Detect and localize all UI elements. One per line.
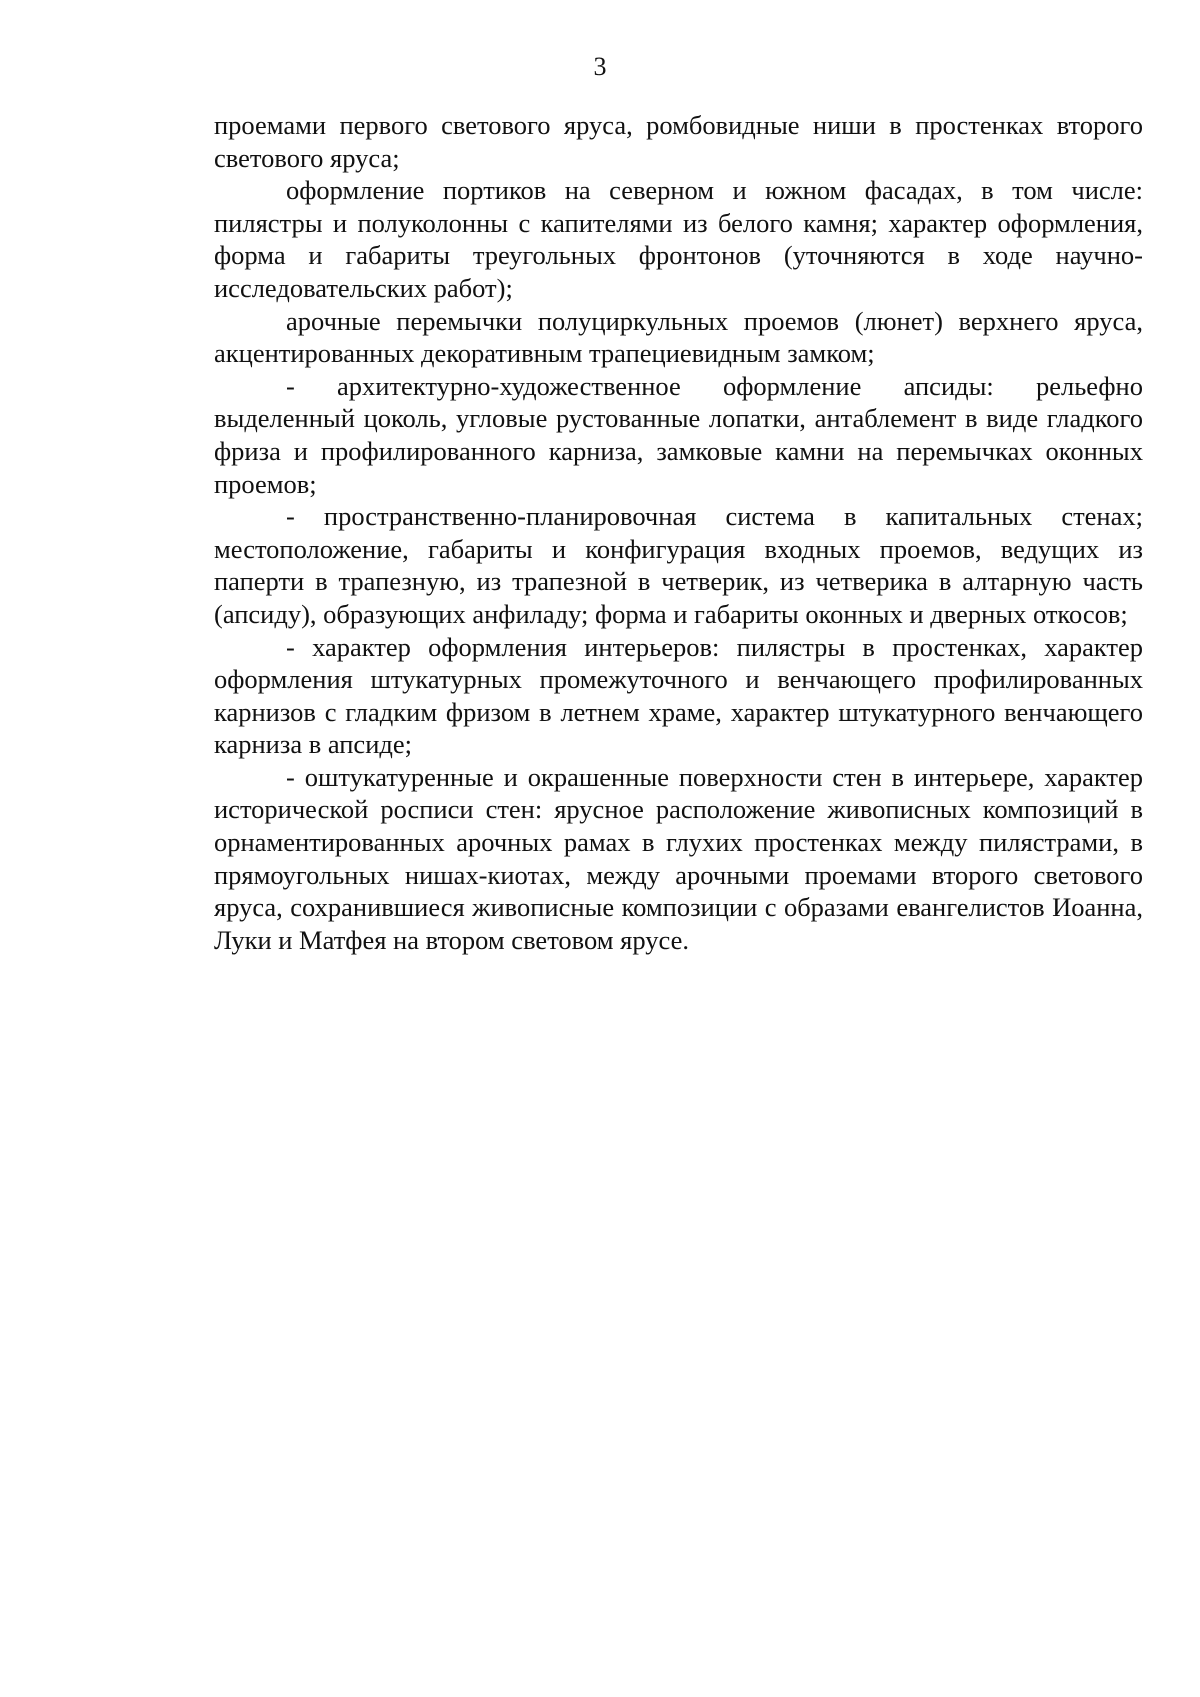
page-number: 3 bbox=[593, 52, 607, 81]
paragraph-2: оформление портиков на северном и южном фасадах, в том числе: пилястры и полуколонны с капителями из белого камня; характер оформления, форма и габариты треугольных фронтонов (уточняются в ходе научно-исследовательских работ); bbox=[214, 175, 1143, 303]
paragraph-6: - характер оформления интерьеров: пилястры в простенках, характер оформления штукатурных промежуточного и венчающего профилированных карнизов с гладким фризом в летнем храме, характер штукатурного венчающего карниза в апсиде; bbox=[214, 631, 1143, 760]
paragraph-4: - архитектурно-художественное оформление апсиды: рельефно выделенный цоколь, угловые рустованные лопатки, антаблемент в виде гладкого фриза и профилированного карниза, замковые камни на перемычках оконных проемов; bbox=[214, 370, 1143, 499]
paragraph-5: - пространственно-планировочная система в капитальных стенах; местоположение, габариты и конфигурация входных проемов, ведущих из паперти в трапезную, из трапезной в четверик, из четверика в алтарную часть (апсиду), образующих анфиладу; форма и габариты оконных и дверных откосов; bbox=[214, 501, 1143, 629]
paragraph-1: проемами первого светового яруса, ромбовидные ниши в простенках второго светового яруса; bbox=[214, 110, 1143, 173]
document-body bbox=[214, 109, 1143, 956]
paragraph-7: - оштукатуренные и окрашенные поверхности стен в интерьере, характер исторической росписи стен: ярусное расположение живописных композиций в орнаментированных арочных рамах в глухих простенках между пилястрами, в прямоугольных нишах-киотах, между арочными проемами второго светового яруса, сохранившиеся живописные композиции с образами евангелистов Иоанна, Луки и Матфея на втором световом ярусе. bbox=[214, 761, 1143, 955]
paragraph-3: арочные перемычки полуциркульных проемов (люнет) верхнего яруса, акцентированных декоративным трапециевидным замком; bbox=[214, 305, 1143, 369]
